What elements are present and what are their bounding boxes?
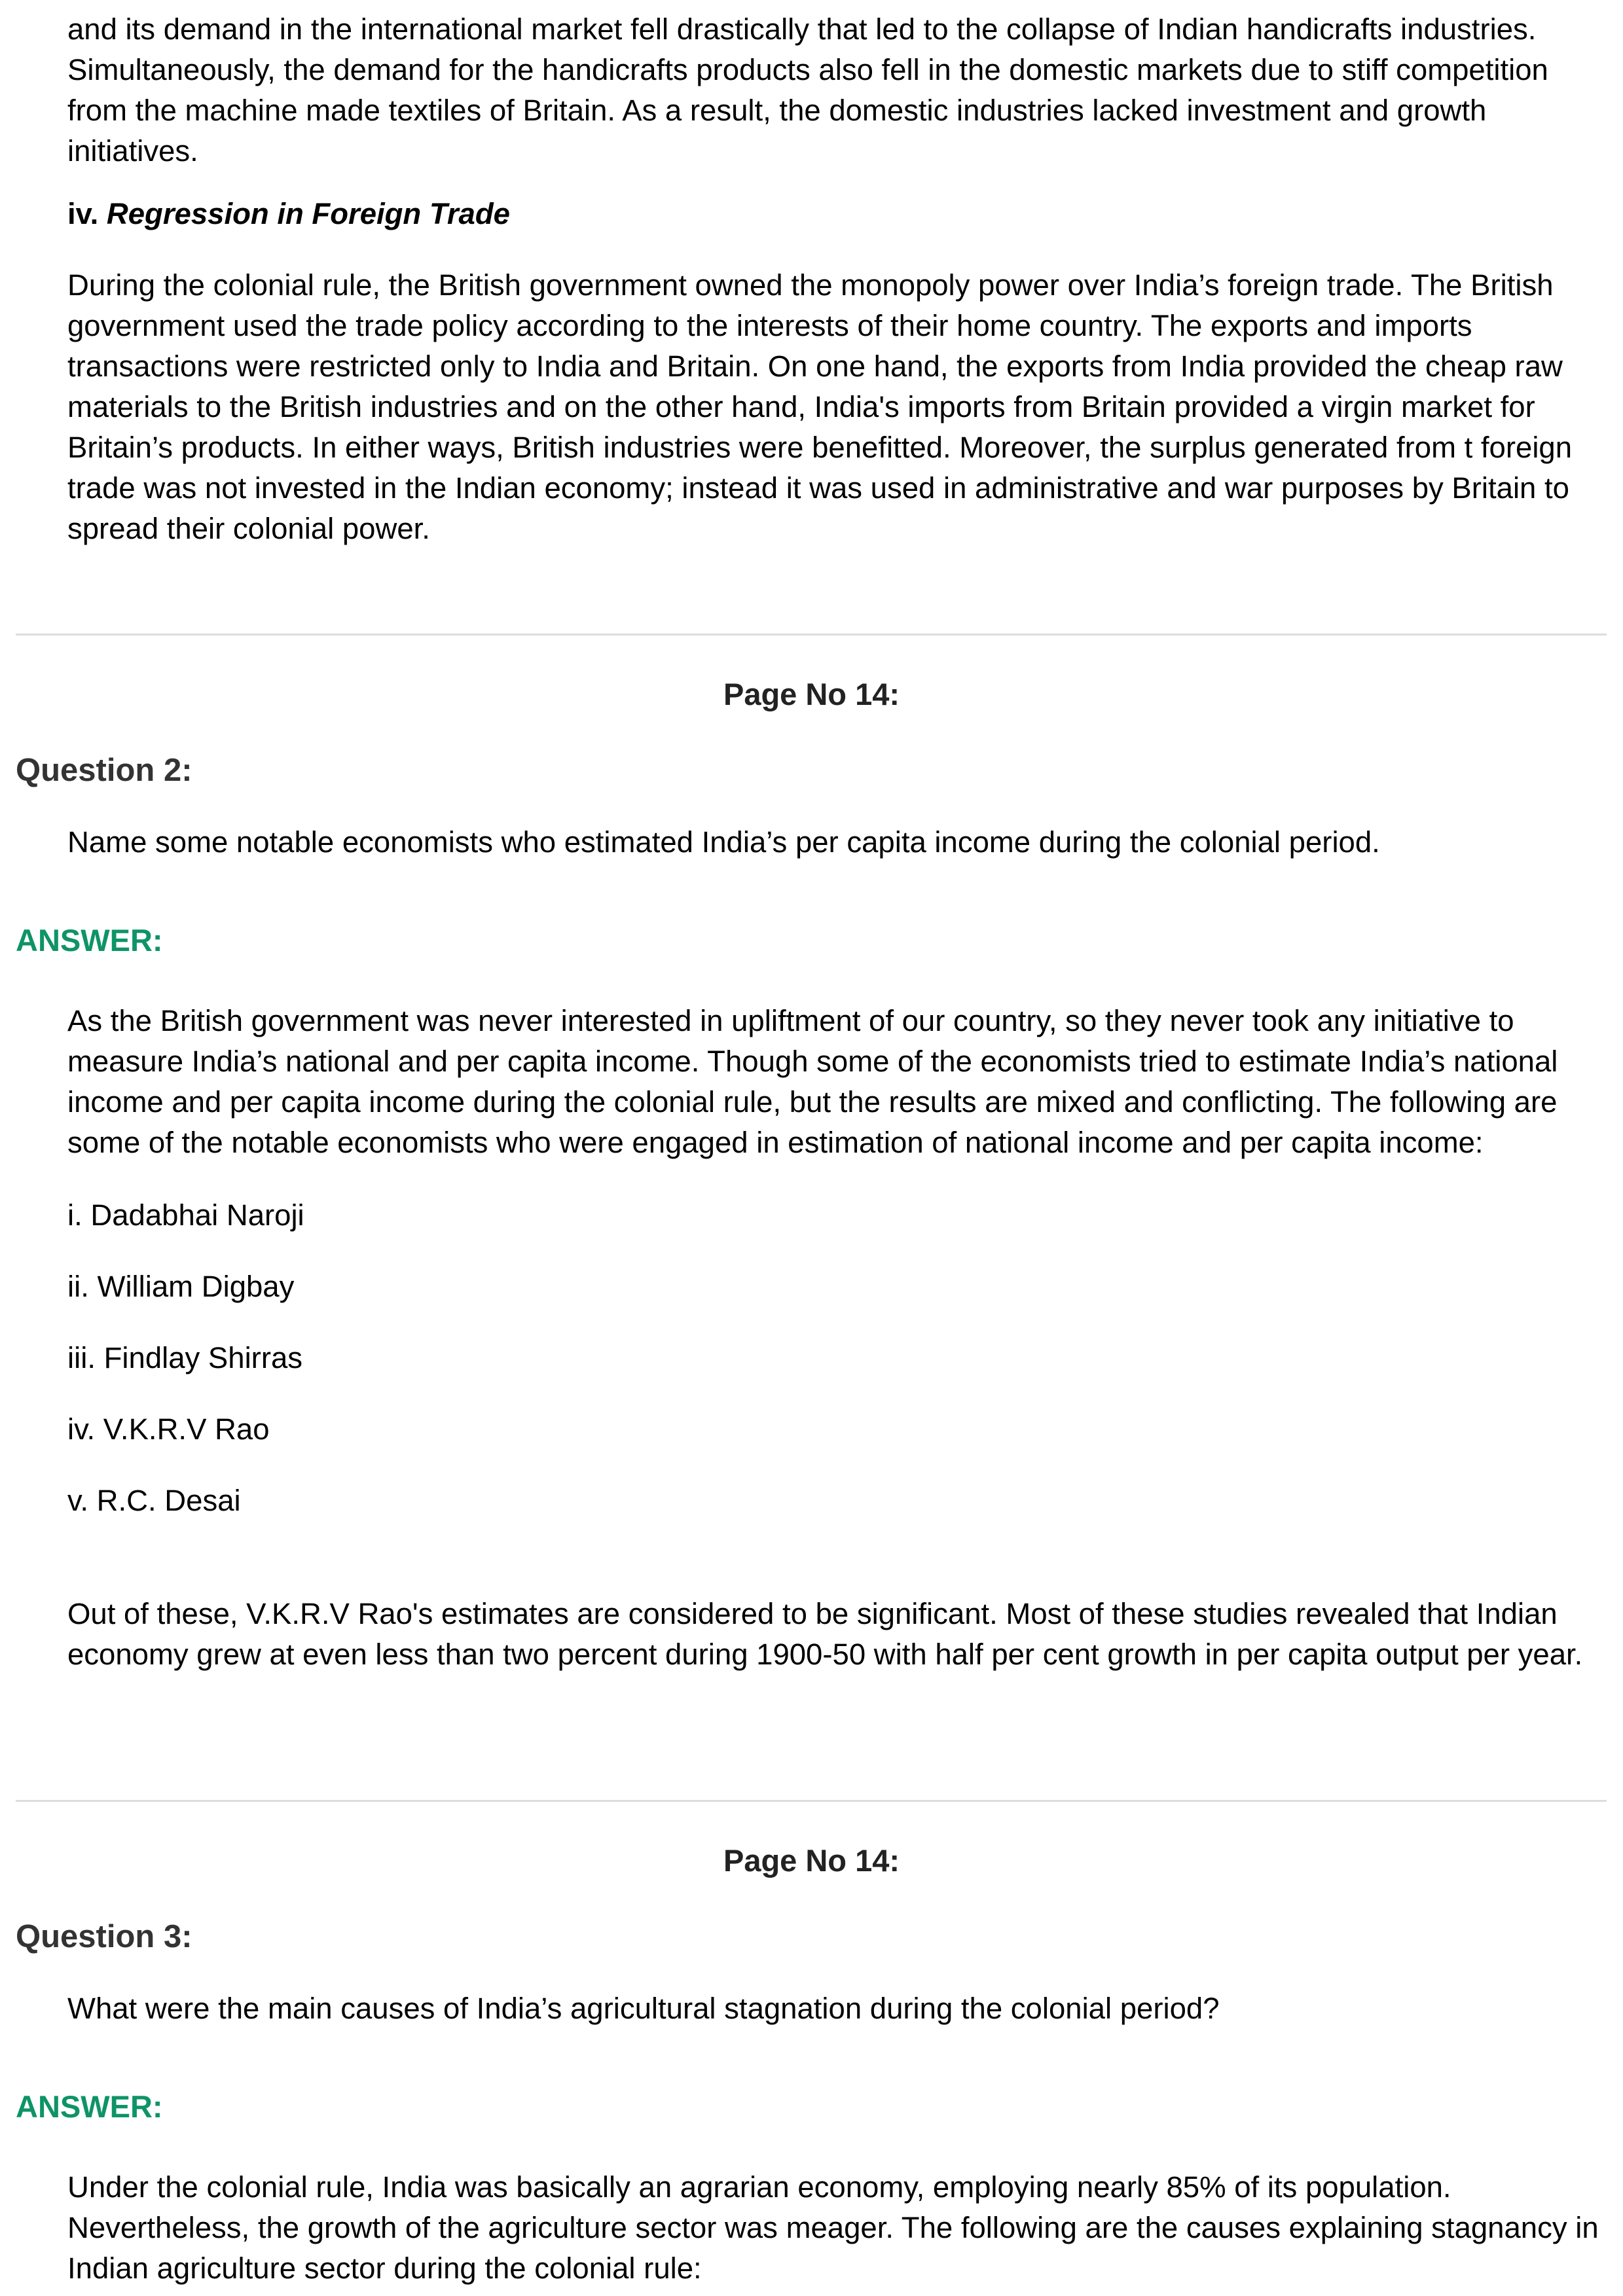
section-heading-foreign-trade xyxy=(67,194,510,234)
question-3-text: What were the main causes of India’s agricultural stagnation during the colonial period? xyxy=(67,1992,1220,2025)
section-numeral: iv. xyxy=(67,197,99,230)
question-2-text: Name some notable economists who estimated India’s per capita income during the colonial period. xyxy=(67,825,1380,859)
question-2-answer-intro: As the British government was never interested in upliftment of our country, so they never took any initiative to measure India’s national and per capita income. Though some of the economists tried to estimate India’s national income and per capita income during the colonial rule, but the results are mixed and conflicting. The following are some of the notable economists who were engaged in estimation of national income and per capita income: xyxy=(67,1004,1558,1159)
foreign-trade-paragraph: During the colonial rule, the British government owned the monopoly power over India’s foreign trade. The British government used the trade policy according to the interests of their home country. The exports and imports transactions were restricted only to India and Britain. On one hand, the exports from India provided the cheap raw materials to the British industries and on the other hand, India's imports from Britain provided a virgin market for Britain’s products. In either ways, British industries were benefitted. Moreover, the surplus generated from t foreign trade was not invested in the Indian economy; instead it was used in administrative and war purposes by Britain to spread their colonial power. xyxy=(67,268,1573,545)
section-divider xyxy=(16,1800,1607,1802)
economist-list-item: i. Dadabhai Naroji xyxy=(67,1198,304,1232)
economist-list-item: v. R.C. Desai xyxy=(67,1484,241,1517)
question-3-answer-intro: Under the colonial rule, India was basically an agrarian economy, employing nearly 85% of its population. Nevertheless, the growth of the agriculture sector was meager. The following are the causes explaining stagnancy in Indian agriculture sector during the colonial rule: xyxy=(67,2170,1599,2285)
question-3-heading: Question 3: xyxy=(16,1919,192,1954)
question-3-answer-label: ANSWER: xyxy=(16,2089,163,2124)
economist-list-item: iii. Findlay Shirras xyxy=(67,1341,303,1374)
section-divider xyxy=(16,634,1607,636)
section-title: Regression in Foreign Trade xyxy=(106,197,510,230)
economist-list-item: iv. V.K.R.V Rao xyxy=(67,1412,270,1446)
handicrafts-paragraph: and its demand in the international market fell drastically that led to the collapse of Indian handicrafts industries. Simultaneously, the demand for the handicrafts products also fell in the domestic markets due to stiff competition from the machine made textiles of Britain. As a result, the domestic industries lacked investment and growth initiatives. xyxy=(67,12,1548,168)
question-2-answer-conclusion: Out of these, V.K.R.V Rao's estimates are considered to be significant. Most of these studies revealed that Indian economy grew at even less than two percent during 1900-50 with half per cent growth in per capita output per year. xyxy=(67,1597,1583,1671)
question-2-answer-label: ANSWER: xyxy=(16,923,163,958)
page-number-label: Page No 14: xyxy=(723,1843,900,1878)
question-2-heading: Question 2: xyxy=(16,753,192,788)
economist-list-item: ii. William Digbay xyxy=(67,1270,295,1303)
page-number-label: Page No 14: xyxy=(723,677,900,711)
